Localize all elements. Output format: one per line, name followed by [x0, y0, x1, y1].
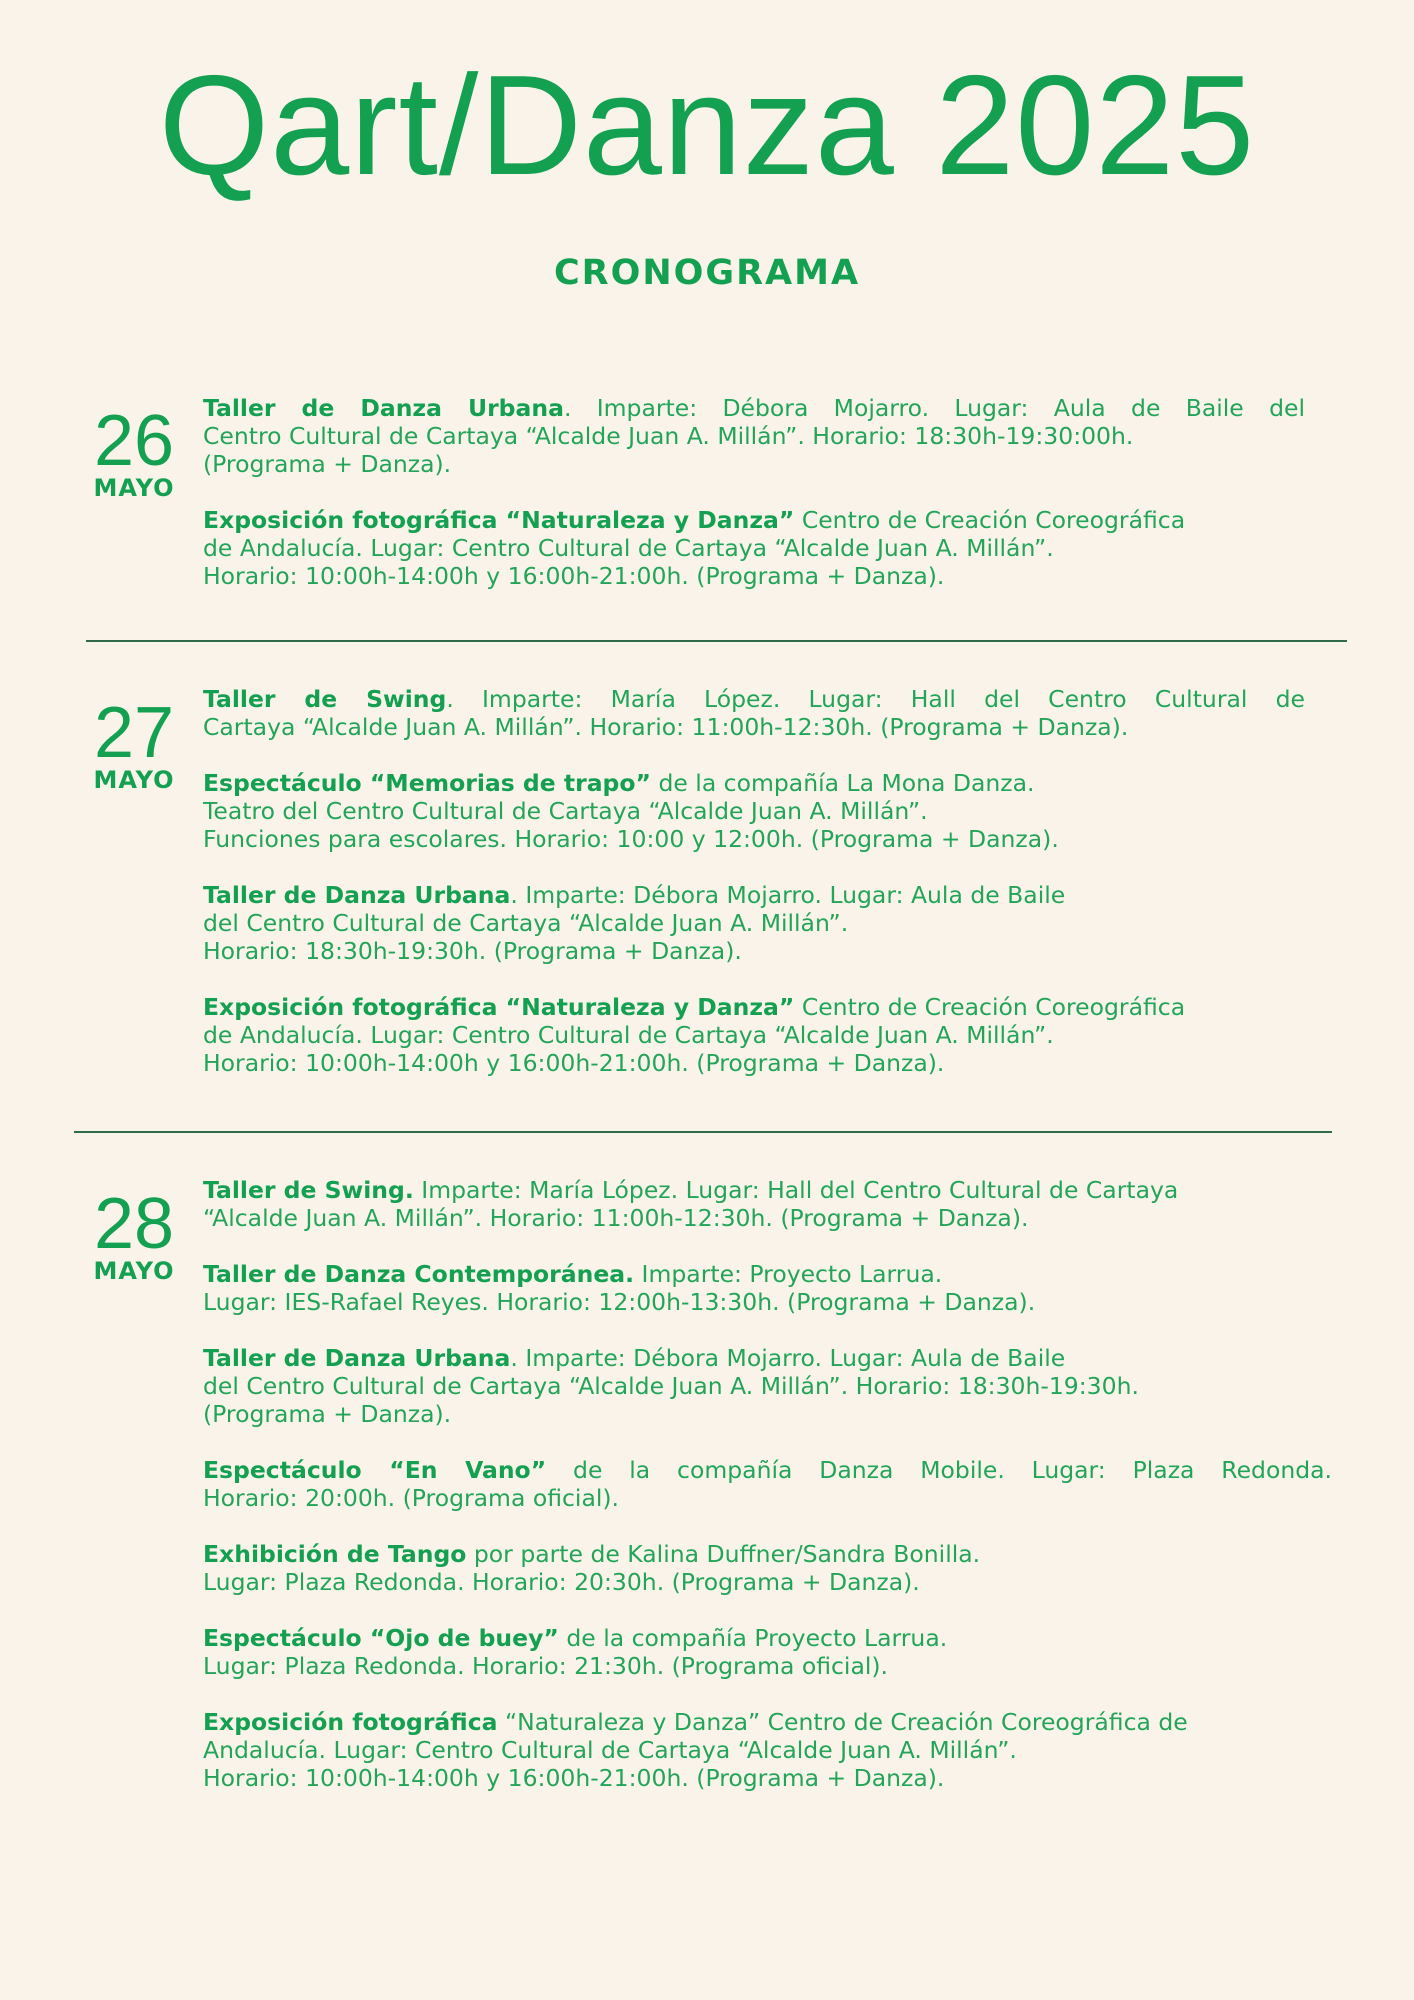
event-line: (Programa + Danza).: [203, 450, 452, 478]
event-line: Taller de Danza Urbana. Imparte: Débora Mojarro. Lugar: Aula de Baile del: [203, 394, 1305, 422]
date-badge-26: [84, 401, 184, 502]
page-title: Qart/Danza 2025: [158, 46, 1256, 205]
event-item: [203, 1624, 1332, 1680]
event-title: Taller de Swing.: [203, 1176, 414, 1204]
day-28-events: [203, 1176, 1332, 1820]
event-line: Lugar: Plaza Redonda. Horario: 21:30h. (Programa oficial).: [203, 1652, 889, 1680]
date-day: 26: [93, 401, 175, 481]
event-item: [203, 1176, 1332, 1232]
event-line: Horario: 10:00h-14:00h y 16:00h-21:00h. (Programa + Danza).: [203, 1764, 945, 1792]
date-month: MAYO: [93, 766, 175, 794]
event-line: “Alcalde Juan A. Millán”. Horario: 11:00h-12:30h. (Programa + Danza).: [203, 1204, 1029, 1232]
date-day: 28: [93, 1184, 175, 1264]
event-item: [203, 506, 1305, 590]
event-line: de Andalucía. Lugar: Centro Cultural de Cartaya “Alcalde Juan A. Millán”.: [203, 534, 1054, 562]
event-title: Espectáculo “Memorias de trapo”: [203, 769, 651, 797]
event-line: Lugar: Plaza Redonda. Horario: 20:30h. (Programa + Danza).: [203, 1568, 920, 1596]
day-27-events: [203, 685, 1305, 1105]
event-item: [203, 1260, 1332, 1316]
event-item: [203, 1456, 1332, 1512]
event-line: Exposición fotográfica “Naturaleza y Danza” Centro de Creación Coreográfica: [203, 506, 1186, 534]
day-26-events: [203, 394, 1305, 618]
event-line: Taller de Danza Contemporánea. Imparte: Proyecto Larrua.: [203, 1260, 943, 1288]
event-title: Exhibición de Tango: [203, 1540, 467, 1568]
event-title: Exposición fotográfica “Naturaleza y Danza”: [203, 993, 795, 1021]
section-divider: [74, 1131, 1332, 1133]
event-title: Taller de Danza Urbana: [203, 394, 564, 422]
event-title: Espectáculo “Ojo de buey”: [203, 1624, 559, 1652]
event-line: Espectáculo “En Vano” de la compañía Danza Mobile. Lugar: Plaza Redonda.: [203, 1456, 1332, 1484]
event-line: Taller de Danza Urbana. Imparte: Débora Mojarro. Lugar: Aula de Baile: [203, 1344, 1066, 1372]
event-item: [203, 1540, 1332, 1596]
event-line: Exposición fotográfica “Naturaleza y Danza” Centro de Creación Coreográfica de: [203, 1708, 1188, 1736]
event-line: Centro Cultural de Cartaya “Alcalde Juan A. Millán”. Horario: 18:30h-19:30:00h.: [203, 422, 1134, 450]
event-line: (Programa + Danza).: [203, 1400, 452, 1428]
event-line: Cartaya “Alcalde Juan A. Millán”. Horario: 11:00h-12:30h. (Programa + Danza).: [203, 713, 1129, 741]
event-title: Taller de Danza Urbana: [203, 1344, 511, 1372]
event-item: [203, 394, 1305, 478]
event-line: de Andalucía. Lugar: Centro Cultural de Cartaya “Alcalde Juan A. Millán”.: [203, 1021, 1054, 1049]
event-line: Espectáculo “Ojo de buey” de la compañía Proyecto Larrua.: [203, 1624, 948, 1652]
event-line: Taller de Swing. Imparte: María López. Lugar: Hall del Centro Cultural de Cartaya: [203, 1176, 1179, 1204]
event-line: Horario: 10:00h-14:00h y 16:00h-21:00h. (Programa + Danza).: [203, 562, 945, 590]
event-line: Taller de Swing. Imparte: María López. Lugar: Hall del Centro Cultural de: [203, 685, 1305, 713]
event-line: Exposición fotográfica “Naturaleza y Danza” Centro de Creación Coreográfica: [203, 993, 1186, 1021]
event-title: Taller de Danza Contemporánea.: [203, 1260, 635, 1288]
event-title: Taller de Danza Urbana: [203, 881, 511, 909]
event-title: Exposición fotográfica: [203, 1708, 498, 1736]
date-badge-27: [84, 693, 184, 794]
event-item: [203, 1708, 1332, 1792]
section-divider: [86, 640, 1347, 642]
event-line: del Centro Cultural de Cartaya “Alcalde Juan A. Millán”.: [203, 909, 849, 937]
event-item: [203, 881, 1305, 965]
event-item: [203, 1344, 1332, 1428]
event-line: Funciones para escolares. Horario: 10:00 y 12:00h. (Programa + Danza).: [203, 825, 1059, 853]
event-title: Espectáculo “En Vano”: [203, 1456, 547, 1484]
event-line: Taller de Danza Urbana. Imparte: Débora Mojarro. Lugar: Aula de Baile: [203, 881, 1066, 909]
event-line: Horario: 10:00h-14:00h y 16:00h-21:00h. (Programa + Danza).: [203, 1049, 945, 1077]
event-item: [203, 993, 1305, 1077]
event-line: Teatro del Centro Cultural de Cartaya “Alcalde Juan A. Millán”.: [203, 797, 928, 825]
date-month: MAYO: [93, 474, 175, 502]
date-day: 27: [93, 693, 175, 773]
event-item: [203, 769, 1305, 853]
date-month: MAYO: [93, 1257, 175, 1285]
event-line: Espectáculo “Memorias de trapo” de la compañía La Mona Danza.: [203, 769, 1035, 797]
event-line: Exhibición de Tango por parte de Kalina Duffner/Sandra Bonilla.: [203, 1540, 981, 1568]
event-line: Horario: 18:30h-19:30h. (Programa + Danza).: [203, 937, 742, 965]
event-title: Taller de Swing: [203, 685, 447, 713]
event-line: Andalucía. Lugar: Centro Cultural de Cartaya “Alcalde Juan A. Millán”.: [203, 1736, 1017, 1764]
date-badge-28: [84, 1184, 184, 1285]
event-line: Lugar: IES-Rafael Reyes. Horario: 12:00h-13:30h. (Programa + Danza).: [203, 1288, 1036, 1316]
event-item: [203, 685, 1305, 741]
event-title: Exposición fotográfica “Naturaleza y Danza”: [203, 506, 795, 534]
event-line: Horario: 20:00h. (Programa oficial).: [203, 1484, 620, 1512]
page-subtitle: CRONOGRAMA: [553, 253, 861, 293]
event-line: del Centro Cultural de Cartaya “Alcalde Juan A. Millán”. Horario: 18:30h-19:30h.: [203, 1372, 1139, 1400]
